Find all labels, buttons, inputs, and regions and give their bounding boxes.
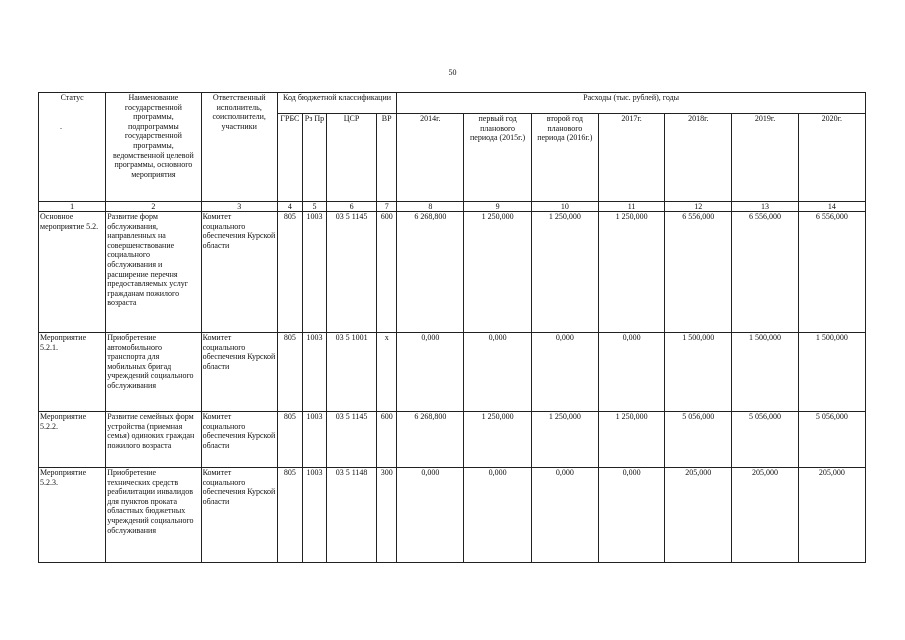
row-value-2019: 5 056,000 bbox=[732, 412, 798, 468]
table-row bbox=[39, 412, 866, 468]
col-number: 3 bbox=[201, 202, 277, 212]
col-number: 13 bbox=[732, 202, 798, 212]
header-csr: ЦСР bbox=[326, 114, 376, 202]
row-value-2017: 1 250,000 bbox=[598, 212, 664, 333]
header-year-2020: 2020г. bbox=[798, 114, 865, 202]
row-executor: Комитет социального обеспечения Курской области bbox=[201, 212, 277, 333]
header-year-2017: 2017г. bbox=[598, 114, 664, 202]
row-value-2020: 6 556,000 bbox=[798, 212, 865, 333]
col-number: 14 bbox=[798, 202, 865, 212]
row-vr: х bbox=[377, 333, 397, 412]
col-number: 9 bbox=[464, 202, 531, 212]
col-number: 2 bbox=[106, 202, 201, 212]
row-value-2015: 0,000 bbox=[464, 333, 531, 412]
col-number: 8 bbox=[397, 202, 464, 212]
row-grbs: 805 bbox=[277, 412, 302, 468]
row-rzpr: 1003 bbox=[302, 333, 326, 412]
col-number: 10 bbox=[531, 202, 598, 212]
header-year-2016: второй год планового периода (2016г.) bbox=[531, 114, 598, 202]
stray-mark: . bbox=[60, 122, 62, 131]
row-name: Приобретение автомобильного транспорта для мобильных бригад учреждений социального обслуживания bbox=[106, 333, 201, 412]
row-rzpr: 1003 bbox=[302, 212, 326, 333]
header-grbs: ГРБС bbox=[277, 114, 302, 202]
col-number: 1 bbox=[39, 202, 106, 212]
col-number: 12 bbox=[665, 202, 732, 212]
header-year-2015: первый год планового периода (2015г.) bbox=[464, 114, 531, 202]
row-vr: 600 bbox=[377, 412, 397, 468]
row-value-2015: 1 250,000 bbox=[464, 212, 531, 333]
page-number: 50 bbox=[448, 68, 457, 77]
row-value-2020: 205,000 bbox=[798, 468, 865, 563]
row-name: Развитие семейных форм устройства (приемная семья) одиноких граждан пожилого возраста bbox=[106, 412, 201, 468]
row-status: Мероприятие 5.2.1. bbox=[39, 333, 106, 412]
row-value-2019: 205,000 bbox=[732, 468, 798, 563]
row-value-2014: 0,000 bbox=[397, 468, 464, 563]
budget-table bbox=[38, 92, 866, 563]
row-name: Развитие форм обслуживания, направленных на совершенствование социального обслуживания и расширение перечня предоставляемых услуг гражданам пожилого возраста bbox=[106, 212, 201, 333]
row-executor: Комитет социального обеспечения Курской области bbox=[201, 468, 277, 563]
header-status: Статус bbox=[39, 93, 106, 202]
row-rzpr: 1003 bbox=[302, 412, 326, 468]
row-value-2019: 6 556,000 bbox=[732, 212, 798, 333]
row-value-2016: 0,000 bbox=[531, 468, 598, 563]
header-year-2018: 2018г. bbox=[665, 114, 732, 202]
row-grbs: 805 bbox=[277, 212, 302, 333]
column-number-row bbox=[39, 202, 866, 212]
header-executor: Ответственный исполнитель, соисполнители, участники bbox=[201, 93, 277, 202]
col-number: 7 bbox=[377, 202, 397, 212]
row-value-2017: 1 250,000 bbox=[598, 412, 664, 468]
table-row bbox=[39, 333, 866, 412]
row-executor: Комитет социального обеспечения Курской области bbox=[201, 412, 277, 468]
header-program-name: Наименование государственной программы, подпрограммы государственной программы, ведомственной целевой программы, основного мероприятия bbox=[106, 93, 201, 202]
table-row bbox=[39, 468, 866, 563]
row-value-2017: 0,000 bbox=[598, 333, 664, 412]
header-year-2014: 2014г. bbox=[397, 114, 464, 202]
row-value-2014: 6 268,800 bbox=[397, 212, 464, 333]
row-name: Приобретение технических средств реабилитации инвалидов для пунктов проката областных бюджетных учреждений социального обслуживания bbox=[106, 468, 201, 563]
header-year-2019: 2019г. bbox=[732, 114, 798, 202]
row-csr: 03 5 1148 bbox=[326, 468, 376, 563]
row-status: Мероприятие 5.2.3. bbox=[39, 468, 106, 563]
col-number: 6 bbox=[326, 202, 376, 212]
col-number: 5 bbox=[302, 202, 326, 212]
table-row bbox=[39, 212, 866, 333]
col-number: 11 bbox=[598, 202, 664, 212]
row-status: Мероприятие 5.2.2. bbox=[39, 412, 106, 468]
row-value-2018: 5 056,000 bbox=[665, 412, 732, 468]
row-value-2019: 1 500,000 bbox=[732, 333, 798, 412]
row-grbs: 805 bbox=[277, 468, 302, 563]
row-rzpr: 1003 bbox=[302, 468, 326, 563]
header-vr: ВР bbox=[377, 114, 397, 202]
row-value-2017: 0,000 bbox=[598, 468, 664, 563]
row-value-2015: 0,000 bbox=[464, 468, 531, 563]
row-value-2016: 1 250,000 bbox=[531, 212, 598, 333]
row-csr: 03 5 1145 bbox=[326, 212, 376, 333]
row-value-2015: 1 250,000 bbox=[464, 412, 531, 468]
row-value-2014: 0,000 bbox=[397, 333, 464, 412]
row-value-2016: 1 250,000 bbox=[531, 412, 598, 468]
row-value-2018: 6 556,000 bbox=[665, 212, 732, 333]
col-number: 4 bbox=[277, 202, 302, 212]
row-vr: 600 bbox=[377, 212, 397, 333]
row-csr: 03 5 1145 bbox=[326, 412, 376, 468]
row-value-2020: 1 500,000 bbox=[798, 333, 865, 412]
row-value-2016: 0,000 bbox=[531, 333, 598, 412]
row-value-2018: 205,000 bbox=[665, 468, 732, 563]
row-value-2014: 6 268,800 bbox=[397, 412, 464, 468]
header-rzpr: Рз Пр bbox=[302, 114, 326, 202]
row-vr: 300 bbox=[377, 468, 397, 563]
header-expenses: Расходы (тыс. рублей), годы bbox=[397, 93, 866, 114]
row-executor: Комитет социального обеспечения Курской области bbox=[201, 333, 277, 412]
row-value-2018: 1 500,000 bbox=[665, 333, 732, 412]
header-budget-code: Код бюджетной классификации bbox=[277, 93, 396, 114]
row-csr: 03 5 1001 bbox=[326, 333, 376, 412]
row-value-2020: 5 056,000 bbox=[798, 412, 865, 468]
row-grbs: 805 bbox=[277, 333, 302, 412]
row-status: Основное мероприятие 5.2. bbox=[39, 212, 106, 333]
